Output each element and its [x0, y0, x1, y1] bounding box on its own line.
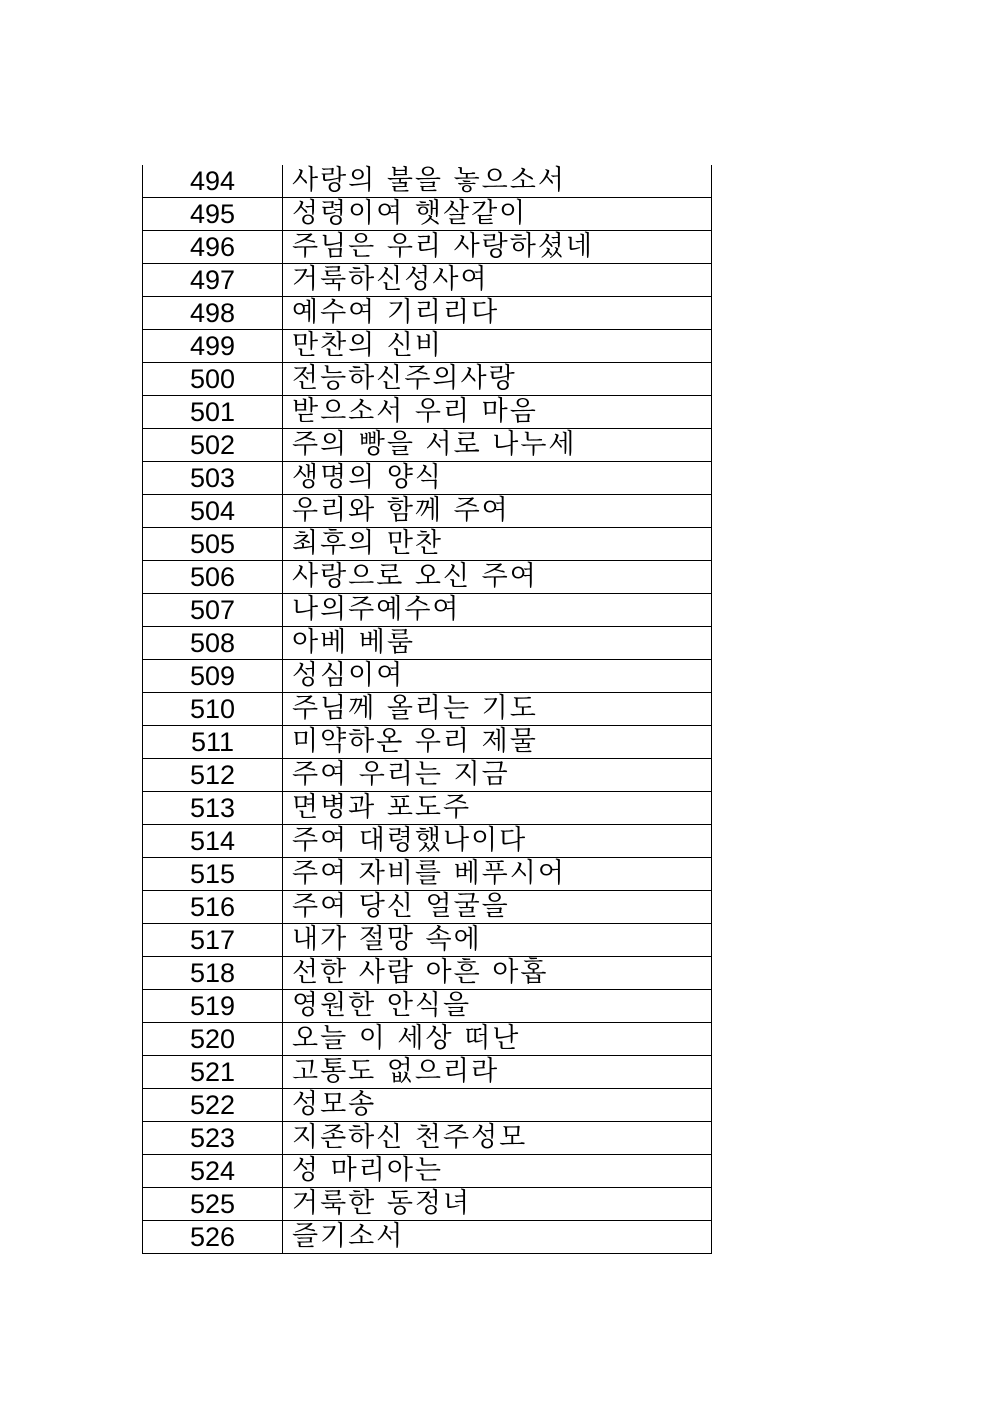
table-row — [143, 198, 712, 231]
hymn-number: 515 — [143, 858, 283, 891]
hymn-number: 523 — [143, 1122, 283, 1155]
hymn-title: 성 마리아는 — [283, 1155, 712, 1188]
hymn-title: 거룩한 동정녀 — [283, 1188, 712, 1221]
table-row — [143, 1089, 712, 1122]
hymn-number: 507 — [143, 594, 283, 627]
hymn-number: 503 — [143, 462, 283, 495]
table-row — [143, 462, 712, 495]
hymn-number: 518 — [143, 957, 283, 990]
hymn-title: 영원한 안식을 — [283, 990, 712, 1023]
hymn-list-table — [142, 165, 712, 1254]
hymn-list-body — [143, 165, 712, 1254]
table-row — [143, 1023, 712, 1056]
table-row — [143, 363, 712, 396]
hymn-number: 498 — [143, 297, 283, 330]
table-row — [143, 891, 712, 924]
table-row — [143, 561, 712, 594]
hymn-title: 고통도 없으리라 — [283, 1056, 712, 1089]
table-row — [143, 858, 712, 891]
hymn-number: 522 — [143, 1089, 283, 1122]
hymn-title: 전능하신주의사랑 — [283, 363, 712, 396]
hymn-number: 506 — [143, 561, 283, 594]
table-row — [143, 1221, 712, 1254]
table-row — [143, 924, 712, 957]
hymn-number: 520 — [143, 1023, 283, 1056]
hymn-title: 거룩하신성사여 — [283, 264, 712, 297]
table-row — [143, 759, 712, 792]
hymn-title: 사랑의 불을 놓으소서 — [283, 165, 712, 198]
hymn-number: 495 — [143, 198, 283, 231]
table-row — [143, 660, 712, 693]
table-row — [143, 396, 712, 429]
hymn-number: 524 — [143, 1155, 283, 1188]
table-row — [143, 726, 712, 759]
hymn-number: 514 — [143, 825, 283, 858]
hymn-title: 면병과 포도주 — [283, 792, 712, 825]
table-row — [143, 495, 712, 528]
hymn-title: 나의주예수여 — [283, 594, 712, 627]
table-row — [143, 528, 712, 561]
table-row — [143, 330, 712, 363]
hymn-number: 494 — [143, 165, 283, 198]
table-row — [143, 429, 712, 462]
table-row — [143, 990, 712, 1023]
hymn-title: 즐기소서 — [283, 1221, 712, 1254]
hymn-title: 최후의 만찬 — [283, 528, 712, 561]
hymn-title: 주의 빵을 서로 나누세 — [283, 429, 712, 462]
hymn-number: 502 — [143, 429, 283, 462]
table-row — [143, 231, 712, 264]
table-row — [143, 693, 712, 726]
table-row — [143, 1056, 712, 1089]
table-row — [143, 264, 712, 297]
hymn-title: 주님은 우리 사랑하셨네 — [283, 231, 712, 264]
table-row — [143, 297, 712, 330]
hymn-number: 504 — [143, 495, 283, 528]
hymn-number: 497 — [143, 264, 283, 297]
table-row — [143, 957, 712, 990]
table-row — [143, 594, 712, 627]
table-row — [143, 1122, 712, 1155]
hymn-number: 505 — [143, 528, 283, 561]
hymn-number: 508 — [143, 627, 283, 660]
hymn-title: 우리와 함께 주여 — [283, 495, 712, 528]
hymn-number: 510 — [143, 693, 283, 726]
hymn-number: 526 — [143, 1221, 283, 1254]
table-row — [143, 792, 712, 825]
hymn-title: 주여 우리는 지금 — [283, 759, 712, 792]
table-row — [143, 165, 712, 198]
hymn-number: 509 — [143, 660, 283, 693]
hymn-number: 521 — [143, 1056, 283, 1089]
hymn-title: 성심이여 — [283, 660, 712, 693]
hymn-title: 생명의 양식 — [283, 462, 712, 495]
hymn-title: 주여 당신 얼굴을 — [283, 891, 712, 924]
hymn-number: 499 — [143, 330, 283, 363]
hymn-title: 주님께 올리는 기도 — [283, 693, 712, 726]
table-row — [143, 825, 712, 858]
hymn-number: 511 — [143, 726, 283, 759]
hymn-number: 525 — [143, 1188, 283, 1221]
hymn-title: 사랑으로 오신 주여 — [283, 561, 712, 594]
hymn-title: 주여 자비를 베푸시어 — [283, 858, 712, 891]
hymn-title: 선한 사람 아흔 아홉 — [283, 957, 712, 990]
hymn-title: 성령이여 햇살같이 — [283, 198, 712, 231]
hymn-title: 받으소서 우리 마음 — [283, 396, 712, 429]
hymn-title: 예수여 기리리다 — [283, 297, 712, 330]
table-row — [143, 627, 712, 660]
hymn-number: 519 — [143, 990, 283, 1023]
hymn-title: 미약하온 우리 제물 — [283, 726, 712, 759]
hymn-title: 내가 절망 속에 — [283, 924, 712, 957]
hymn-number: 512 — [143, 759, 283, 792]
hymn-number: 496 — [143, 231, 283, 264]
hymn-number: 516 — [143, 891, 283, 924]
hymn-title: 아베 베룸 — [283, 627, 712, 660]
table-row — [143, 1188, 712, 1221]
hymn-title: 주여 대령했나이다 — [283, 825, 712, 858]
hymn-number: 513 — [143, 792, 283, 825]
hymn-number: 500 — [143, 363, 283, 396]
hymn-title: 성모송 — [283, 1089, 712, 1122]
hymn-title: 오늘 이 세상 떠난 — [283, 1023, 712, 1056]
table-row — [143, 1155, 712, 1188]
hymn-number: 501 — [143, 396, 283, 429]
hymn-number: 517 — [143, 924, 283, 957]
hymn-title: 만찬의 신비 — [283, 330, 712, 363]
hymn-title: 지존하신 천주성모 — [283, 1122, 712, 1155]
